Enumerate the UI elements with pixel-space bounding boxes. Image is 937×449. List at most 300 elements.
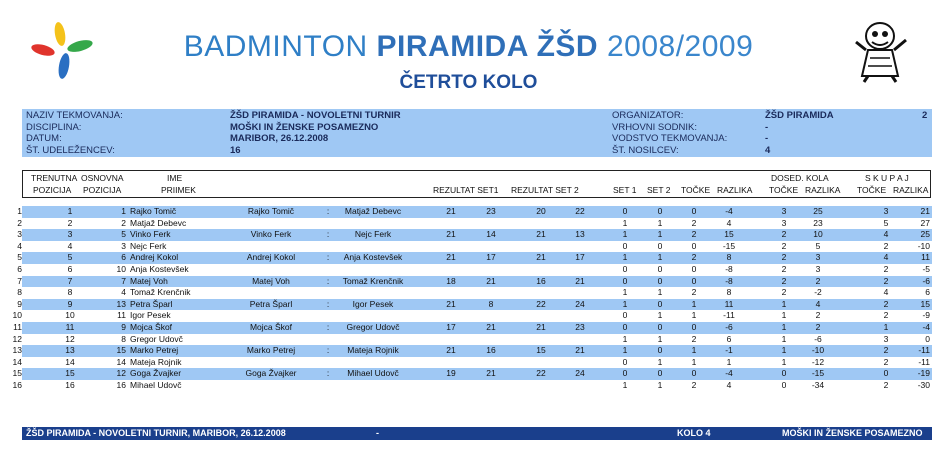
cell-set2-won: 0 xyxy=(657,322,663,332)
cell-dosed-tocke: 0 xyxy=(781,368,787,379)
cell-set1-won: 1 xyxy=(622,380,628,390)
cell-dosed-razlika: -15 xyxy=(811,368,825,379)
vodstvo-value: - xyxy=(765,133,769,144)
col-rezultat-set1: REZULTAT SET1 xyxy=(433,185,499,195)
cell-set2-won: 1 xyxy=(657,252,663,263)
organizator-num: 2 xyxy=(922,110,928,121)
cell-skupaj-razlika: 15 xyxy=(920,298,930,309)
cell-set2-a: 22 xyxy=(536,368,546,379)
cell-razlika: -11 xyxy=(723,310,735,321)
table-row xyxy=(0,252,937,264)
cell-skupaj-razlika: 27 xyxy=(920,217,930,228)
cell-row-number: 14 xyxy=(12,356,22,367)
cell-set2-b: 21 xyxy=(575,275,585,286)
cell-set1-a: 17 xyxy=(446,322,456,332)
cell-separator: : xyxy=(326,275,330,286)
cell-set2-b: 13 xyxy=(575,229,585,240)
cell-trenutna: 8 xyxy=(67,287,73,298)
cell-ime-priimek: Vinko Ferk xyxy=(130,229,171,240)
cell-player1: Matej Voh xyxy=(252,275,290,286)
title-season: 2008/2009 xyxy=(606,30,754,63)
cell-skupaj-tocke: 4 xyxy=(883,229,889,240)
cell-skupaj-tocke: 2 xyxy=(883,240,889,251)
cell-osnovna: 12 xyxy=(116,368,126,379)
cell-razlika: -4 xyxy=(725,368,733,379)
sodnik-label: VRHOVNI SODNIK: xyxy=(612,122,697,133)
cell-skupaj-razlika: 6 xyxy=(925,287,930,298)
cell-dosed-tocke: 2 xyxy=(781,229,787,240)
cell-row-number: 2 xyxy=(17,217,22,228)
cell-skupaj-tocke: 5 xyxy=(883,217,889,228)
cell-osnovna: 15 xyxy=(116,345,126,356)
cell-trenutna: 9 xyxy=(67,298,73,309)
cell-tocke: 1 xyxy=(691,356,697,367)
cell-osnovna: 14 xyxy=(116,356,126,367)
col-dosed-razlika: RAZLIKA xyxy=(805,185,841,195)
page-subtitle: ČETRTO KOLO xyxy=(399,72,538,93)
cell-trenutna: 14 xyxy=(65,356,75,367)
cell-set2-b: 22 xyxy=(575,206,585,216)
cell-dosed-tocke: 3 xyxy=(781,217,787,228)
cell-osnovna: 8 xyxy=(121,333,126,344)
cell-skupaj-tocke: 2 xyxy=(883,275,889,286)
cell-trenutna: 15 xyxy=(65,368,75,379)
naziv-label: NAZIV TEKMOVANJA: xyxy=(26,110,123,121)
col-rezultat-set2: REZULTAT SET 2 xyxy=(511,185,579,195)
col-skupaj-tocke: TOČKE xyxy=(857,185,887,195)
cell-razlika: -4 xyxy=(725,206,733,216)
cell-separator: : xyxy=(326,206,330,216)
cell-set1-a: 19 xyxy=(446,368,456,379)
cell-ime-priimek: Mihael Udovč xyxy=(130,380,182,390)
cell-set2-b: 24 xyxy=(575,368,585,379)
disciplina-value: MOŠKI IN ŽENSKE POSAMEZNO xyxy=(230,122,379,133)
cell-set1-b: 8 xyxy=(488,298,494,309)
cell-player2: Anja Kostevšek xyxy=(343,252,403,263)
cell-set1-won: 1 xyxy=(622,252,628,263)
cell-tocke: 0 xyxy=(691,368,697,379)
cell-razlika: -1 xyxy=(725,345,733,356)
table-row xyxy=(0,357,937,369)
page-title xyxy=(0,30,937,64)
cell-trenutna: 11 xyxy=(65,322,75,332)
cell-skupaj-tocke: 0 xyxy=(883,368,889,379)
cell-set2-b: 23 xyxy=(575,322,585,332)
cell-set1-won: 0 xyxy=(622,206,628,216)
cell-osnovna: 5 xyxy=(121,229,126,240)
cell-skupaj-razlika: 25 xyxy=(920,229,930,240)
cell-ime-priimek: Petra Šparl xyxy=(130,298,173,309)
col-ime: IME xyxy=(167,173,183,183)
cell-set2-a: 21 xyxy=(536,322,546,332)
footer-kolo: KOLO 4 xyxy=(677,428,711,438)
cell-separator: : xyxy=(326,252,330,263)
cell-set2-a: 15 xyxy=(536,345,546,356)
cell-separator: : xyxy=(326,368,330,379)
cell-ime-priimek: Nejc Ferk xyxy=(130,240,167,251)
cell-trenutna: 5 xyxy=(67,252,73,263)
cell-dosed-razlika: 5 xyxy=(815,240,821,251)
cell-razlika: 8 xyxy=(726,252,732,263)
cell-skupaj-razlika: 11 xyxy=(921,252,930,263)
competition-info-panel xyxy=(22,109,932,157)
cell-skupaj-razlika: -5 xyxy=(922,264,930,274)
cell-osnovna: 6 xyxy=(121,252,126,263)
table-row xyxy=(0,299,937,311)
cell-dosed-tocke: 1 xyxy=(781,310,787,321)
cell-set1-won: 1 xyxy=(622,229,628,240)
cell-tocke: 2 xyxy=(691,217,697,228)
table-row xyxy=(0,322,937,334)
footer-dash: - xyxy=(376,428,379,438)
cell-dosed-tocke: 3 xyxy=(781,206,787,216)
cell-trenutna: 16 xyxy=(65,380,75,390)
cell-set1-won: 1 xyxy=(622,217,628,228)
cell-dosed-razlika: 3 xyxy=(815,264,821,274)
cell-osnovna: 16 xyxy=(116,380,126,390)
cell-skupaj-tocke: 2 xyxy=(883,298,889,309)
cell-osnovna: 1 xyxy=(121,206,126,216)
cell-dosed-razlika: 25 xyxy=(813,206,823,216)
cell-set1-a: 21 xyxy=(446,229,456,240)
udelezencev-value: 16 xyxy=(230,145,241,156)
cell-set1-won: 0 xyxy=(622,275,628,286)
cell-separator: : xyxy=(326,322,330,332)
cell-set2-won: 1 xyxy=(657,310,663,321)
cell-set1-b: 17 xyxy=(486,252,496,263)
cell-dosed-razlika: -34 xyxy=(811,380,825,390)
cell-player1: Goga Žvajker xyxy=(245,368,297,379)
cell-skupaj-razlika: -9 xyxy=(922,310,930,321)
col-set1: SET 1 xyxy=(613,185,637,195)
cell-dosed-razlika: 4 xyxy=(815,298,821,309)
cell-trenutna: 12 xyxy=(65,333,75,344)
cell-set2-won: 0 xyxy=(657,240,663,251)
cell-set1-b: 16 xyxy=(486,345,496,356)
cell-skupaj-razlika: -10 xyxy=(917,240,930,251)
table-row xyxy=(0,206,937,218)
col-osnovna: OSNOVNA xyxy=(81,173,124,183)
datum-value: MARIBOR, 26.12.2008 xyxy=(230,133,329,144)
cell-row-number: 16 xyxy=(12,380,22,390)
title-piramida: PIRAMIDA ŽŠD xyxy=(376,30,599,63)
cell-row-number: 7 xyxy=(17,275,22,286)
cell-trenutna: 6 xyxy=(67,264,73,274)
cell-dosed-tocke: 2 xyxy=(781,252,787,263)
cell-set2-b: 21 xyxy=(575,345,585,356)
cell-player2: Gregor Udovč xyxy=(346,322,400,332)
udelezencev-label: ŠT. UDELEŽENCEV: xyxy=(26,145,115,156)
cell-set2-won: 0 xyxy=(657,264,663,274)
cell-set2-won: 0 xyxy=(657,345,663,356)
cell-skupaj-razlika: -6 xyxy=(922,275,930,286)
cell-dosed-razlika: -12 xyxy=(811,356,825,367)
cell-set2-a: 21 xyxy=(536,229,546,240)
cell-skupaj-razlika: 21 xyxy=(920,206,930,216)
cell-skupaj-tocke: 2 xyxy=(883,264,889,274)
cell-razlika: -8 xyxy=(725,275,733,286)
table-row xyxy=(0,380,937,392)
organizator-value: ŽŠD PIRAMIDA xyxy=(765,110,834,121)
col-skupaj: S K U P A J xyxy=(865,173,909,183)
cell-set1-b: 23 xyxy=(486,206,496,216)
cell-trenutna: 3 xyxy=(67,229,73,240)
cell-trenutna: 2 xyxy=(67,217,73,228)
cell-set1-won: 1 xyxy=(622,345,628,356)
table-row xyxy=(0,241,937,253)
table-row xyxy=(0,264,937,276)
cell-player1: Mojca Škof xyxy=(249,322,293,332)
cell-osnovna: 7 xyxy=(121,275,126,286)
cell-player1: Andrej Kokol xyxy=(246,252,296,263)
cell-osnovna: 13 xyxy=(116,298,126,309)
table-row xyxy=(0,218,937,230)
cell-tocke: 1 xyxy=(691,345,697,356)
cell-separator: : xyxy=(326,229,330,240)
datum-label: DATUM: xyxy=(26,133,62,144)
cell-trenutna: 1 xyxy=(67,206,73,216)
cell-set2-won: 0 xyxy=(657,298,663,309)
cell-skupaj-razlika: -19 xyxy=(917,368,930,379)
cell-row-number: 12 xyxy=(12,333,22,344)
cell-skupaj-tocke: 2 xyxy=(883,345,889,356)
cell-set2-a: 16 xyxy=(536,275,546,286)
cell-razlika: 6 xyxy=(726,333,732,344)
cell-dosed-razlika: -10 xyxy=(811,345,825,356)
cell-set1-won: 1 xyxy=(622,287,628,298)
cell-ime-priimek: Goga Žvajker xyxy=(130,368,182,379)
cell-ime-priimek: Matej Voh xyxy=(130,275,168,286)
table-header xyxy=(22,170,931,198)
cell-skupaj-tocke: 3 xyxy=(883,206,889,216)
cell-separator: : xyxy=(326,345,330,356)
col-dosed-tocke: TOČKE xyxy=(769,185,799,195)
cell-dosed-tocke: 1 xyxy=(781,356,787,367)
cell-player2: Mihael Udovč xyxy=(347,368,399,379)
cell-set2-won: 0 xyxy=(657,368,663,379)
cell-set2-b: 17 xyxy=(575,252,585,263)
cell-player1: Vinko Ferk xyxy=(250,229,292,240)
nosilcev-value: 4 xyxy=(765,145,771,156)
cell-ime-priimek: Mateja Rojnik xyxy=(130,356,182,367)
cell-razlika: 4 xyxy=(726,217,732,228)
cell-set1-won: 0 xyxy=(622,264,628,274)
footer-bar xyxy=(22,427,932,440)
cell-ime-priimek: Matjaž Debevc xyxy=(130,217,187,228)
cell-trenutna: 7 xyxy=(67,275,73,286)
cell-tocke: 2 xyxy=(691,287,697,298)
cell-skupaj-tocke: 3 xyxy=(883,333,889,344)
cell-set2-won: 1 xyxy=(657,229,663,240)
cell-row-number: 4 xyxy=(17,240,22,251)
col-priimek: PRIIMEK xyxy=(161,185,196,195)
cell-osnovna: 3 xyxy=(121,240,126,251)
cell-skupaj-tocke: 1 xyxy=(883,322,889,332)
cell-set1-b: 14 xyxy=(486,229,496,240)
cell-dosed-razlika: -6 xyxy=(814,333,822,344)
cell-skupaj-tocke: 4 xyxy=(883,287,889,298)
cell-tocke: 0 xyxy=(691,206,697,216)
cell-razlika: 1 xyxy=(726,356,732,367)
cell-dosed-razlika: 2 xyxy=(815,322,821,332)
cell-player2: Tomaž Krenčnik xyxy=(342,275,404,286)
cell-row-number: 10 xyxy=(12,310,22,321)
cell-dosed-tocke: 1 xyxy=(781,322,787,332)
cell-razlika: -6 xyxy=(725,322,733,332)
cell-ime-priimek: Rajko Tomič xyxy=(130,206,177,216)
cell-skupaj-razlika: -30 xyxy=(917,380,930,390)
cell-ime-priimek: Mojca Škof xyxy=(130,322,173,332)
cell-set1-won: 1 xyxy=(622,333,628,344)
cell-set2-b: 24 xyxy=(575,298,585,309)
naziv-value: ŽŠD PIRAMIDA - NOVOLETNI TURNIR xyxy=(230,110,401,121)
cell-tocke: 0 xyxy=(691,322,697,332)
col-pozicija-1: POZICIJA xyxy=(33,185,72,195)
cell-razlika: 11 xyxy=(724,298,734,309)
cell-row-number: 11 xyxy=(13,322,22,332)
cell-set1-won: 0 xyxy=(622,356,628,367)
cell-ime-priimek: Tomaž Krenčnik xyxy=(130,287,191,298)
cell-ime-priimek: Gregor Udovč xyxy=(130,333,183,344)
cell-set2-won: 1 xyxy=(657,287,663,298)
cell-set2-won: 1 xyxy=(657,333,663,344)
cell-player2: Igor Pesek xyxy=(352,298,394,309)
cell-set1-won: 1 xyxy=(622,298,628,309)
table-row xyxy=(0,368,937,380)
cell-set2-won: 1 xyxy=(657,356,663,367)
cell-dosed-razlika: 2 xyxy=(815,310,821,321)
cell-player1: Rajko Tomič xyxy=(247,206,295,216)
cell-trenutna: 13 xyxy=(65,345,75,356)
cell-dosed-razlika: 2 xyxy=(815,275,821,286)
col-skupaj-razlika: RAZLIKA xyxy=(893,185,929,195)
cell-set1-b: 21 xyxy=(486,368,496,379)
cell-player2: Matjaž Debevc xyxy=(344,206,402,216)
cell-razlika: 4 xyxy=(726,380,732,390)
cell-row-number: 1 xyxy=(17,206,22,216)
cell-set1-b: 21 xyxy=(486,322,496,332)
cell-set2-a: 20 xyxy=(536,206,546,216)
cell-set1-b: 21 xyxy=(486,275,496,286)
col-razlika: RAZLIKA xyxy=(717,185,753,195)
cell-set2-won: 1 xyxy=(657,217,663,228)
table-row xyxy=(0,287,937,299)
cell-ime-priimek: Igor Pesek xyxy=(130,310,171,321)
cell-set1-a: 21 xyxy=(446,252,456,263)
col-pozicija-2: POZICIJA xyxy=(83,185,122,195)
cell-set1-won: 0 xyxy=(622,322,628,332)
cell-dosed-razlika: 10 xyxy=(813,229,823,240)
cell-dosed-razlika: 23 xyxy=(813,217,823,228)
table-row xyxy=(0,229,937,241)
cell-tocke: 2 xyxy=(691,380,697,390)
cell-trenutna: 10 xyxy=(65,310,75,321)
cell-skupaj-tocke: 2 xyxy=(883,380,889,390)
cell-trenutna: 4 xyxy=(67,240,73,251)
cell-skupaj-razlika: -11 xyxy=(918,356,930,367)
cell-razlika: 15 xyxy=(724,229,734,240)
table-row xyxy=(0,276,937,288)
cell-set1-a: 21 xyxy=(446,206,456,216)
cell-skupaj-razlika: -4 xyxy=(922,322,930,332)
col-trenutna: TRENUTNA xyxy=(31,173,78,183)
cell-ime-priimek: Anja Kostevšek xyxy=(130,264,189,274)
cell-set1-won: 0 xyxy=(622,310,628,321)
cell-row-number: 6 xyxy=(17,264,22,274)
cell-dosed-tocke: 2 xyxy=(781,275,787,286)
cell-dosed-tocke: 2 xyxy=(781,264,787,274)
cell-tocke: 0 xyxy=(691,264,697,274)
cell-dosed-tocke: 2 xyxy=(781,240,787,251)
cell-tocke: 2 xyxy=(691,252,697,263)
cell-dosed-razlika: -2 xyxy=(814,287,822,298)
cell-set2-a: 21 xyxy=(536,252,546,263)
cell-ime-priimek: Andrej Kokol xyxy=(130,252,179,263)
cell-player1: Petra Šparl xyxy=(249,298,293,309)
cell-set1-a: 21 xyxy=(446,298,456,309)
cell-skupaj-tocke: 2 xyxy=(883,356,889,367)
cell-tocke: 0 xyxy=(691,240,697,251)
cell-osnovna: 11 xyxy=(117,310,126,321)
organizator-label: ORGANIZATOR: xyxy=(612,110,684,121)
title-badminton: BADMINTON xyxy=(183,30,368,63)
cell-row-number: 8 xyxy=(17,287,22,298)
cell-razlika: 8 xyxy=(726,287,732,298)
cell-row-number: 5 xyxy=(17,252,22,263)
cell-row-number: 3 xyxy=(17,229,22,240)
cell-razlika: -8 xyxy=(725,264,733,274)
footer-left: ŽŠD PIRAMIDA - NOVOLETNI TURNIR, MARIBOR, 26.12.2008 xyxy=(26,428,286,438)
cell-osnovna: 9 xyxy=(121,322,126,332)
col-set2: SET 2 xyxy=(647,185,671,195)
cell-tocke: 2 xyxy=(691,333,697,344)
col-dosed-kola: DOSED. KOLA xyxy=(771,173,829,183)
cell-row-number: 13 xyxy=(12,345,22,356)
cell-set2-won: 0 xyxy=(657,206,663,216)
cell-set1-won: 0 xyxy=(622,368,628,379)
cell-tocke: 0 xyxy=(691,275,697,286)
cell-set2-won: 1 xyxy=(657,380,663,390)
cell-dosed-tocke: 1 xyxy=(781,298,787,309)
cell-player1: Marko Petrej xyxy=(246,345,296,356)
table-row xyxy=(0,310,937,322)
cell-tocke: 1 xyxy=(691,298,697,309)
col-tocke: TOČKE xyxy=(681,185,711,195)
cell-osnovna: 2 xyxy=(121,217,126,228)
cell-razlika: -15 xyxy=(722,240,736,251)
cell-set2-won: 0 xyxy=(657,275,663,286)
cell-set1-a: 18 xyxy=(446,275,456,286)
cell-skupaj-razlika: -11 xyxy=(918,345,930,356)
cell-osnovna: 10 xyxy=(116,264,126,274)
vodstvo-label: VODSTVO TEKMOVANJA: xyxy=(612,133,728,144)
cell-skupaj-tocke: 2 xyxy=(883,310,889,321)
disciplina-label: DISCIPLINA: xyxy=(26,122,82,133)
cell-row-number: 15 xyxy=(12,368,22,379)
cell-dosed-tocke: 0 xyxy=(781,380,787,390)
nosilcev-label: ŠT. NOSILCEV: xyxy=(612,145,679,156)
cell-set1-won: 0 xyxy=(622,240,628,251)
sodnik-value: - xyxy=(765,122,769,133)
cell-player2: Nejc Ferk xyxy=(354,229,392,240)
cell-ime-priimek: Marko Petrej xyxy=(130,345,179,356)
cell-tocke: 1 xyxy=(691,310,697,321)
cell-dosed-tocke: 2 xyxy=(781,287,787,298)
cell-row-number: 9 xyxy=(17,298,22,309)
cell-skupaj-tocke: 4 xyxy=(883,252,889,263)
table-row xyxy=(0,345,937,357)
table-row xyxy=(0,334,937,346)
